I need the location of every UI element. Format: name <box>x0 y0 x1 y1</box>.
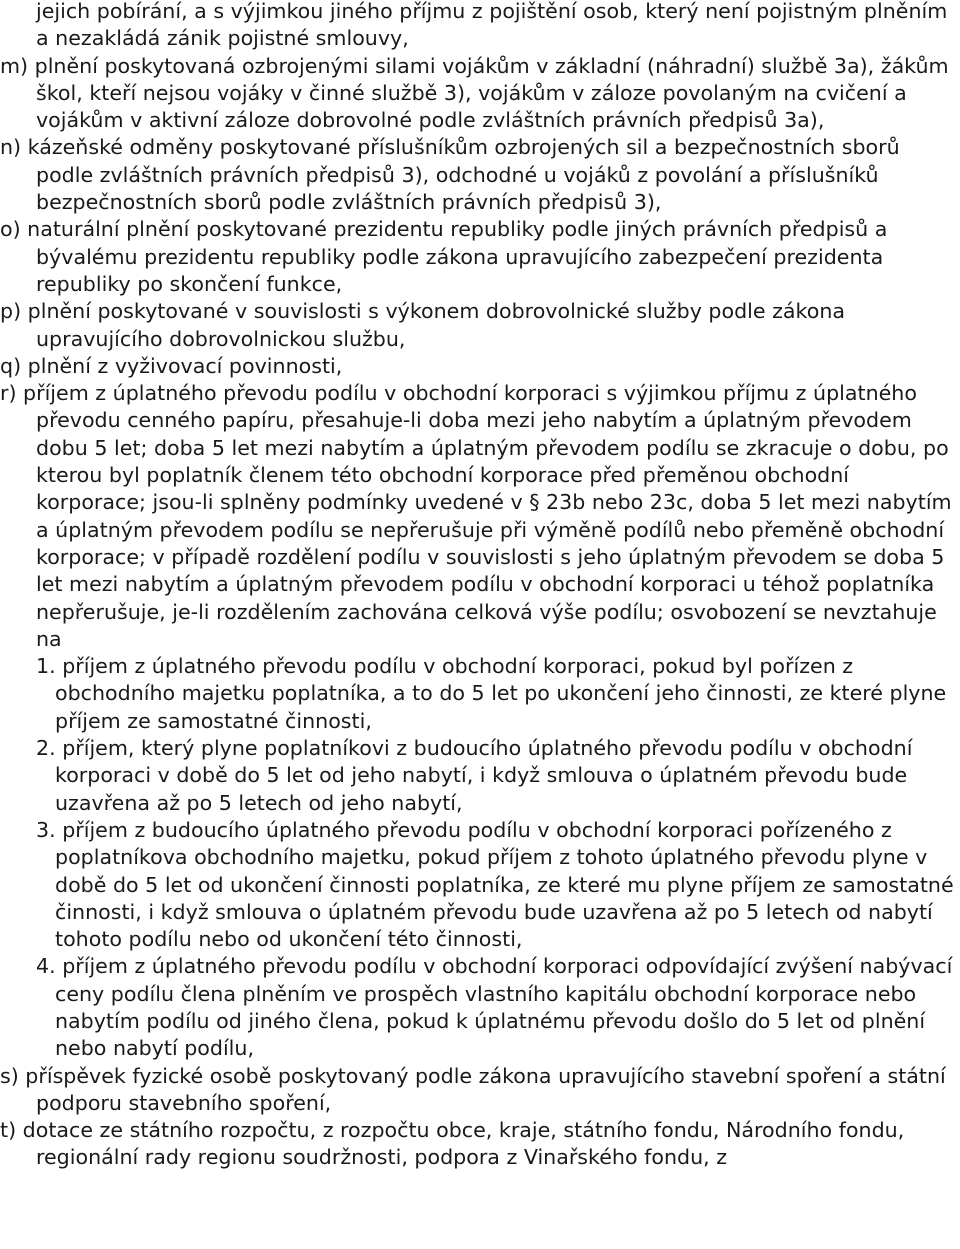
sub-item-2: 2. příjem, který plyne poplatníkovi z budoucího úplatného převodu podílu v obchodní korporaci v době do 5 let od jeho nabytí, i když smlouva o úplatném převodu bude uzavřena až po 5 letech od jeho nabytí, <box>36 736 913 815</box>
sub-item-4: 4. příjem z úplatného převodu podílu v obchodní korporaci odpovídající zvýšení nabývací ceny podílu člena plněním ve prospěch vlastního kapitálu obchodní korporace nebo nabytím podílu od jiného člena, pokud k úplatnému převodu došlo do 5 let od plnění nebo nabytí podílu, <box>36 954 953 1061</box>
list-item-m: m) plnění poskytovaná ozbrojenými silami vojákům v základní (náhradní) službě 3a), žákům škol, kteří nejsou vojáky v činné službě 3), vojákům v záloze povolaným na cvičení a vojákům v aktivní záloze dobrovolné podle zvláštních právních předpisů 3a), <box>0 53 949 133</box>
list-item-s: s) příspěvek fyzické osobě poskytovaný podle zákona upravujícího stavební spoření a státní podporu stavebního spoření, <box>0 1063 946 1115</box>
list-item-r: r) příjem z úplatného převodu podílu v obchodní korporaci s výjimkou příjmu z úplatného převodu cenného papíru, přesahuje-li doba mezi jeho nabytím a úplatným převodem dobu 5 let; doba 5 let mezi nabytím a úplatným převodem podílu se zkracuje o dobu, po kterou byl poplatník členem této obchodní korporace před přeměnou obchodní korporace; jsou-li splněny podmínky uvedené v § 23b nebo 23c, doba 5 let mezi nabytím a úplatným převodem podílu se nepřerušuje při výměně podílů nebo přeměně obchodní korporace; v případě rozdělení podílu v souvislosti s jeho úplatným převodem se doba 5 let mezi nabytím a úplatným převodem podílu v obchodní korporaci u téhož poplatníka nepřerušuje, je-li rozdělením zachována celková výše podílu; osvobození se nevztahuje na <box>0 381 952 651</box>
list-item-p: p) plnění poskytované v souvislosti s výkonem dobrovolnické služby podle zákona upravujícího dobrovolnickou službu, <box>0 299 845 351</box>
list-item-t: t) dotace ze státního rozpočtu, z rozpočtu obce, kraje, státního fondu, Národního fondu, regionální rady regionu soudržnosti, podpora z Vinařského fondu, z <box>0 1118 905 1170</box>
sub-item-3: 3. příjem z budoucího úplatného převodu podílu v obchodní korporaci pořízeného z poplatníkova obchodního majetku, pokud příjem z tohoto úplatného převodu plyne v době do 5 let od ukončení činnosti poplatníka, ze které mu plyne příjem ze samostatné činnosti, i když smlouva o úplatném převodu bude uzavřena až po 5 letech od nabytí tohoto podílu nebo od ukončení této činnosti, <box>36 817 954 952</box>
sub-item-1: 1. příjem z úplatného převodu podílu v obchodní korporaci, pokud byl pořízen z obchodního majetku poplatníka, a to do 5 let po ukončení jeho činnosti, ze které plyne příjem ze samostatné činnosti, <box>36 654 947 733</box>
list-item-o: o) naturální plnění poskytované prezidentu republiky podle jiných právních předpisů a bývalému prezidentu republiky podle zákona upravujícího zabezpečení prezidenta republiky po skončení funkce, <box>0 217 888 296</box>
list-item-q: q) plnění z vyživovací povinnosti, <box>0 353 343 378</box>
continuation-paragraph: jejich pobírání, a s výjimkou jiného příjmu z pojištění osob, který není pojistným plněním a nezakládá zánik pojistné smlouvy, <box>36 0 948 51</box>
list-item-n: n) kázeňské odměny poskytované příslušníkům ozbrojených sil a bezpečnostních sborů podle zvláštních právních předpisů 3), odchodné u vojáků z povolání a příslušníků bezpečnostních sborů podle zvláštních právních předpisů 3), <box>0 135 900 215</box>
